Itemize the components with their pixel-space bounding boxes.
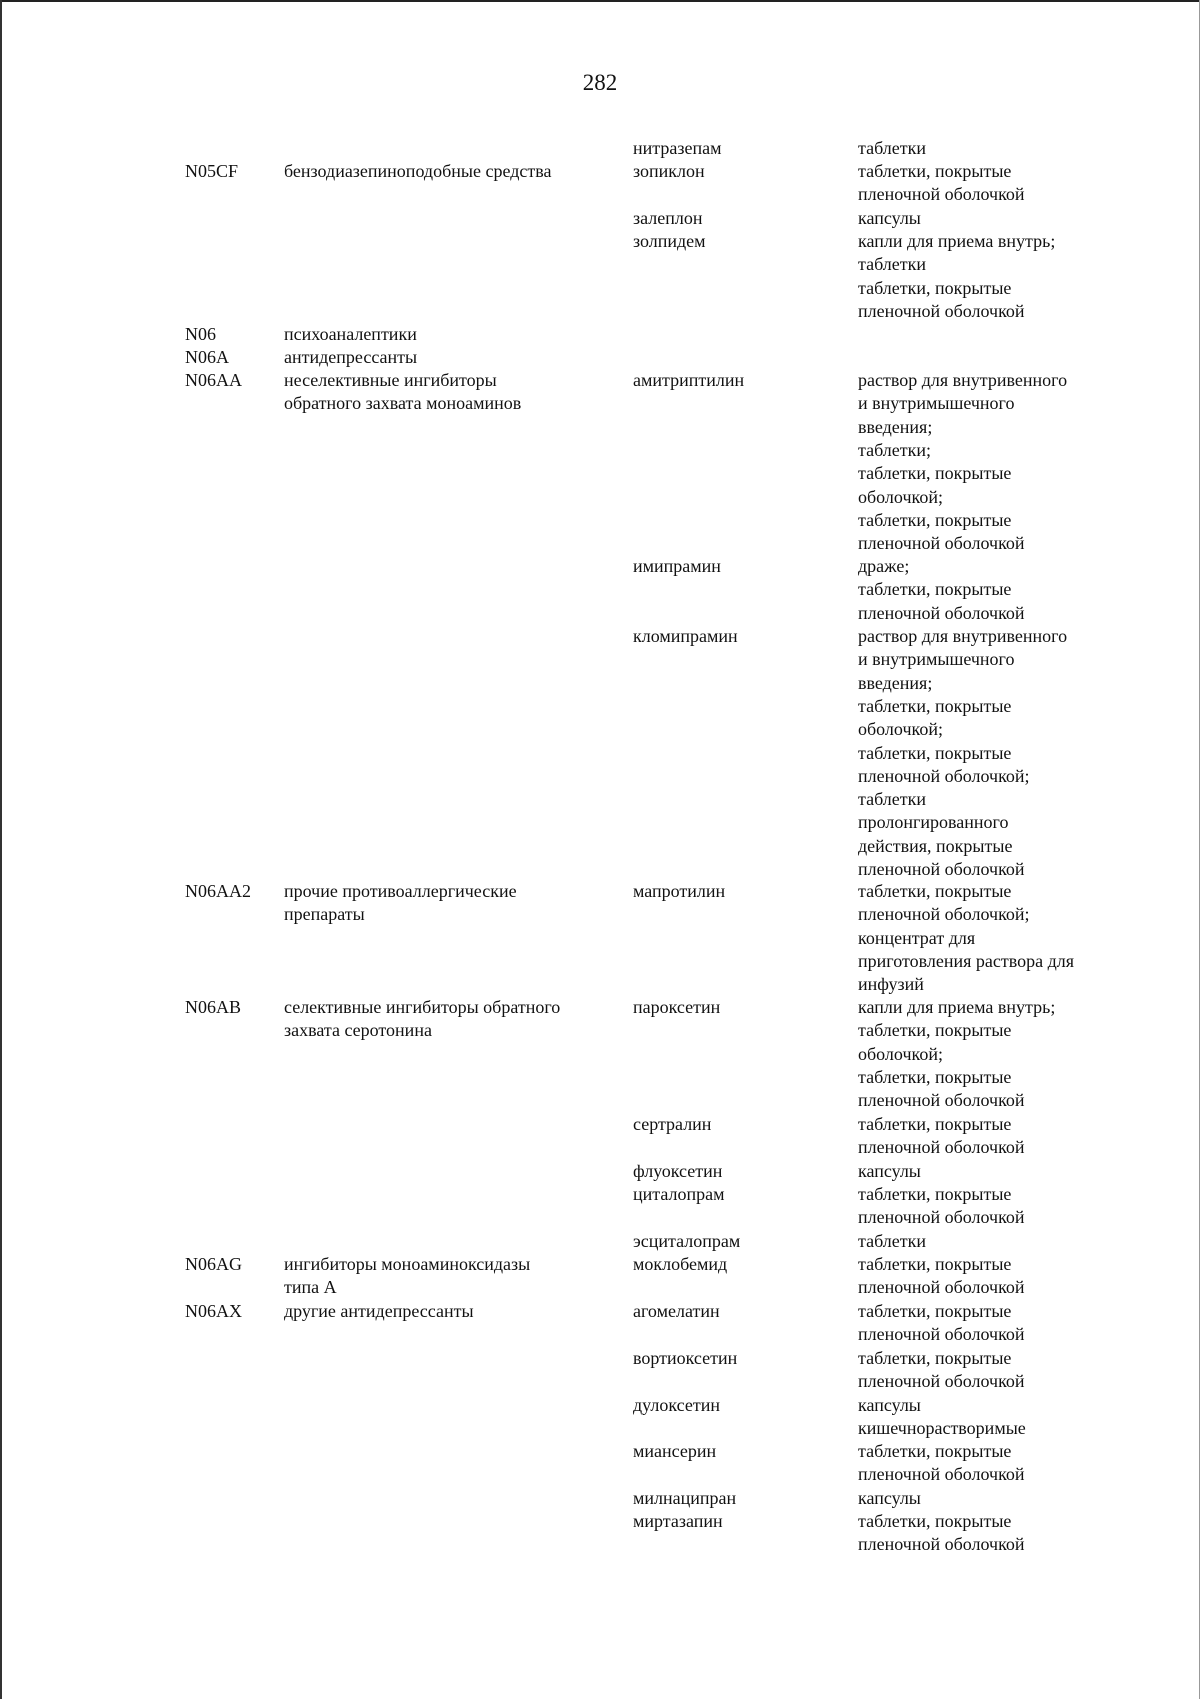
atc-group-name: захвата серотонина	[284, 1020, 432, 1041]
drug-name: эсциталопрам	[633, 1231, 741, 1251]
drug-name: пароксетин	[633, 997, 721, 1017]
drug-name: дулоксетин	[633, 1395, 720, 1415]
drug-name: циталопрам	[633, 1184, 725, 1204]
dosage-form: пленочной оболочкой;	[858, 904, 1030, 925]
drug-name: агомелатин	[633, 1301, 720, 1321]
dosage-form: таблетки, покрытые	[858, 161, 1012, 181]
dosage-form: таблетки, покрытые	[858, 579, 1012, 600]
dosage-form: пролонгированного	[858, 812, 1009, 833]
drug-name: имипрамин	[633, 556, 721, 576]
drug-name: миансерин	[633, 1441, 717, 1461]
dosage-form: таблетки	[858, 138, 927, 158]
drug-name: кломипрамин	[633, 626, 738, 646]
dosage-form: кишечнорастворимые	[858, 1418, 1026, 1439]
dosage-form: пленочной оболочкой	[858, 1324, 1025, 1345]
drug-name: залеплон	[633, 208, 703, 228]
dosage-form: капсулы	[858, 1161, 921, 1181]
dosage-form: таблетки	[858, 254, 927, 275]
dosage-form: таблетки, покрытые	[858, 1511, 1012, 1531]
dosage-form: таблетки, покрытые	[858, 1254, 1012, 1274]
dosage-form: таблетки	[858, 789, 927, 810]
dosage-form: капли для приема внутрь;	[858, 997, 1056, 1017]
drug-name: милнаципран	[633, 1488, 737, 1508]
drug-name: мапротилин	[633, 881, 726, 901]
dosage-form: оболочкой;	[858, 1043, 943, 1064]
atc-code: N06AX	[185, 1301, 242, 1321]
dosage-form: и внутримышечного	[858, 393, 1015, 414]
page-number: 282	[582, 70, 618, 95]
dosage-form: таблетки, покрытые	[858, 742, 1012, 763]
atc-group-name: другие антидепрессанты	[284, 1301, 474, 1321]
drug-name: зопиклон	[633, 161, 705, 181]
dosage-form: таблетки;	[858, 439, 932, 460]
atc-code: N06AG	[185, 1254, 242, 1274]
drug-name: амитриптилин	[633, 370, 745, 390]
dosage-form: драже;	[858, 556, 910, 576]
atc-group-name: обратного захвата моноаминов	[284, 393, 522, 414]
dosage-form: таблетки, покрытые	[858, 463, 1012, 484]
atc-group-name: прочие противоаллергические	[284, 881, 517, 901]
top-border-line	[0, 0, 1200, 2]
atc-code: N06AB	[185, 997, 242, 1017]
dosage-form: пленочной оболочкой	[858, 1277, 1025, 1298]
dosage-form: раствор для внутривенного	[858, 626, 1068, 646]
dosage-form: таблетки, покрытые	[858, 1184, 1012, 1204]
dosage-form: пленочной оболочкой	[858, 1534, 1025, 1555]
dosage-form: пленочной оболочкой	[858, 1207, 1025, 1228]
atc-code: N06AA	[185, 370, 242, 390]
drug-name: сертралин	[633, 1114, 712, 1134]
atc-group-name: бензодиазепиноподобные средства	[284, 161, 552, 181]
dosage-form: инфузий	[858, 974, 924, 995]
drug-name: моклобемид	[633, 1254, 728, 1274]
dosage-form: оболочкой;	[858, 719, 943, 740]
dosage-form: оболочкой;	[858, 486, 943, 507]
dosage-form: пленочной оболочкой	[858, 300, 1025, 321]
dosage-form: пленочной оболочкой	[858, 533, 1025, 554]
dosage-form: таблетки, покрытые	[858, 881, 1012, 901]
atc-group-name: селективные ингибиторы обратного	[284, 997, 561, 1017]
atc-group-name: типа А	[284, 1277, 337, 1298]
dosage-form: капли для приема внутрь;	[858, 231, 1056, 251]
dosage-form: капсулы	[858, 208, 921, 228]
dosage-form: введения;	[858, 672, 933, 693]
drug-name: вортиоксетин	[633, 1348, 738, 1368]
dosage-form: пленочной оболочкой	[858, 859, 1025, 879]
dosage-form: таблетки, покрытые	[858, 1114, 1012, 1134]
dosage-form: таблетки, покрытые	[858, 1348, 1012, 1368]
drug-name: золпидем	[633, 231, 706, 251]
dosage-form: таблетки, покрытые	[858, 277, 1012, 298]
atc-group-name: ингибиторы моноаминоксидазы	[284, 1254, 531, 1274]
dosage-form: таблетки, покрытые	[858, 509, 1012, 530]
dosage-form: таблетки, покрытые	[858, 1301, 1012, 1321]
drug-name: флуоксетин	[633, 1161, 723, 1181]
dosage-form: пленочной оболочкой	[858, 1137, 1025, 1158]
dosage-form: пленочной оболочкой	[858, 1464, 1025, 1485]
drug-name: миртазапин	[633, 1511, 723, 1531]
dosage-form: пленочной оболочкой;	[858, 765, 1030, 786]
dosage-form: капсулы	[858, 1488, 921, 1508]
dosage-form: и внутримышечного	[858, 649, 1015, 670]
drug-name: нитразепам	[633, 138, 722, 158]
dosage-form: пленочной оболочкой	[858, 1371, 1025, 1392]
atc-code: N06A	[185, 347, 229, 367]
dosage-form: раствор для внутривенного	[858, 370, 1068, 390]
dosage-form: таблетки, покрытые	[858, 695, 1012, 716]
dosage-form: таблетки	[858, 1231, 927, 1251]
dosage-form: таблетки, покрытые	[858, 1020, 1012, 1041]
atc-group-name: психоаналептики	[284, 324, 417, 344]
dosage-form: приготовления раствора для	[858, 950, 1074, 971]
dosage-form: пленочной оболочкой	[858, 1090, 1025, 1111]
left-border-line	[0, 0, 2, 1699]
atc-group-name: антидепрессанты	[284, 347, 418, 367]
dosage-form: капсулы	[858, 1395, 921, 1415]
atc-code: N06	[185, 324, 216, 344]
dosage-form: таблетки, покрытые	[858, 1066, 1012, 1087]
dosage-form: пленочной оболочкой	[858, 184, 1025, 205]
dosage-form: таблетки, покрытые	[858, 1441, 1012, 1461]
atc-code: N05CF	[185, 161, 239, 181]
dosage-form: концентрат для	[858, 927, 976, 948]
dosage-form: пленочной оболочкой	[858, 602, 1025, 623]
atc-code: N06AA2	[185, 881, 251, 901]
dosage-form: действия, покрытые	[858, 835, 1013, 856]
dosage-form: введения;	[858, 416, 933, 437]
atc-group-name: препараты	[284, 904, 365, 925]
atc-group-name: неселективные ингибиторы	[284, 370, 497, 390]
